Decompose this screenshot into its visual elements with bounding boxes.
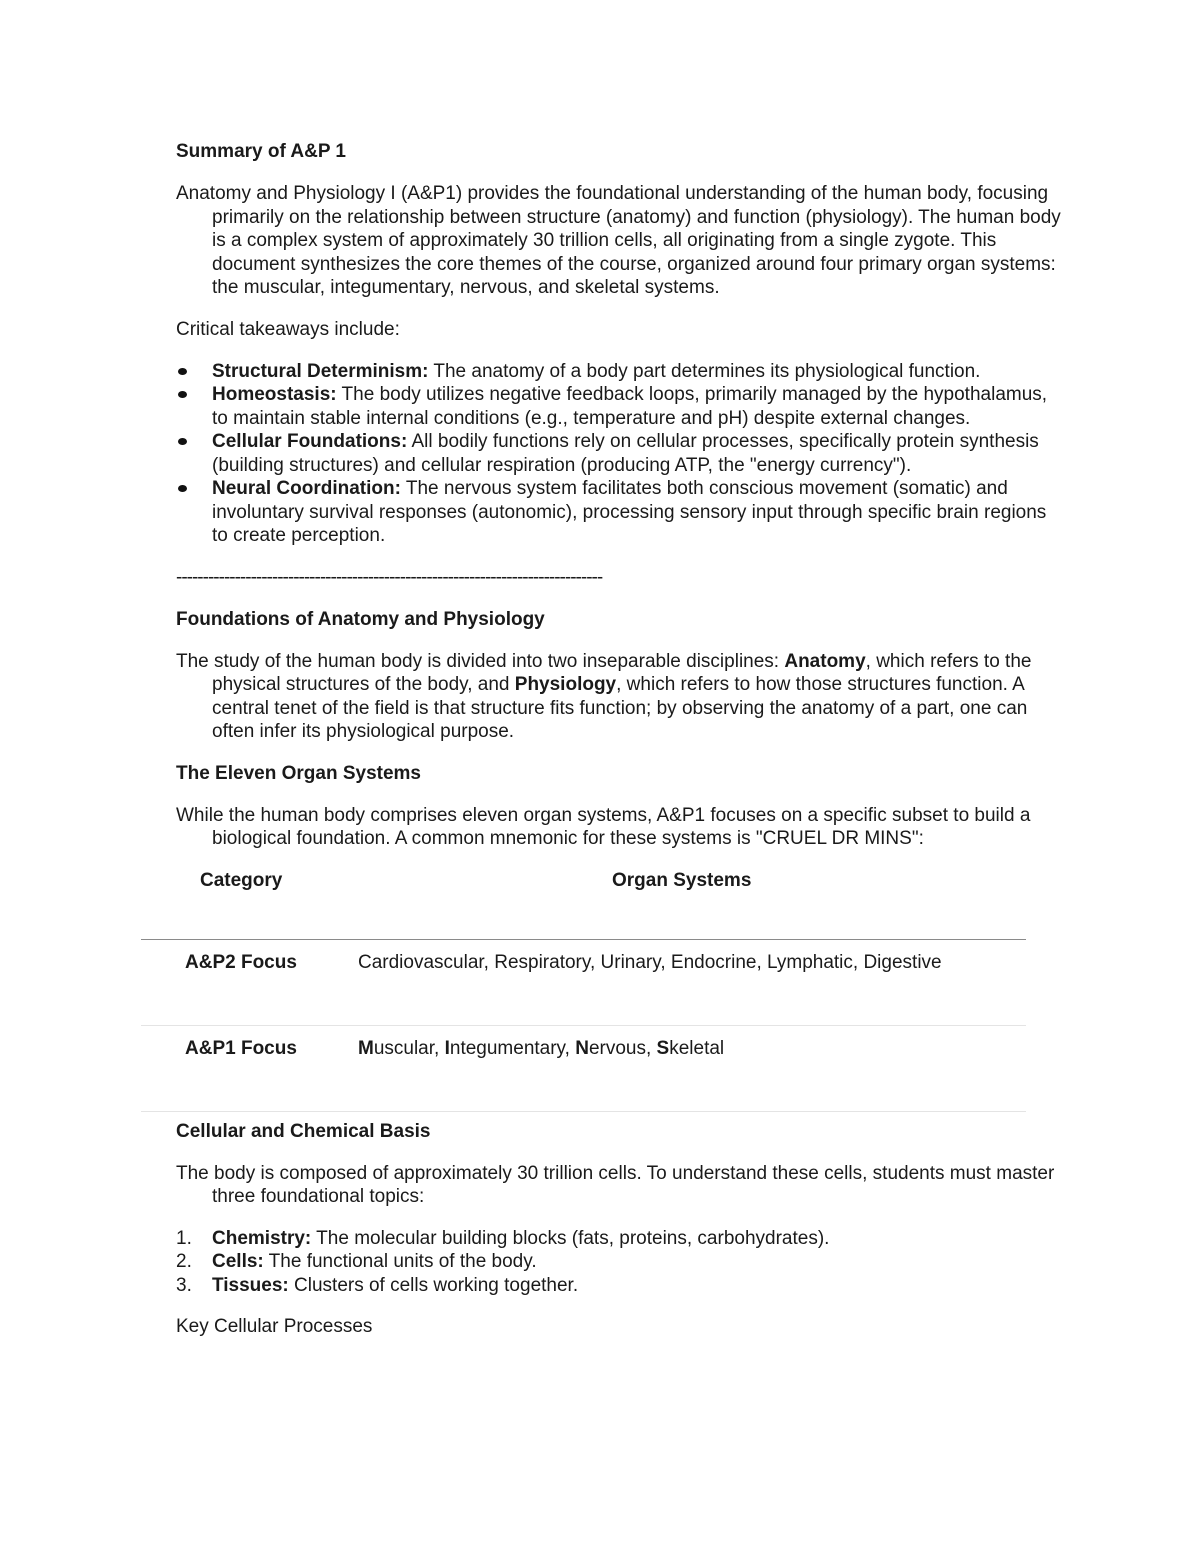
topic-label: Cells: xyxy=(212,1251,264,1272)
foundations-text-3: , which refers to how those structures function. A central tenet of the field is that structure fits function; by observing the anatomy of a part, one can often infer its physiological purpose. xyxy=(212,674,1028,742)
topics-list xyxy=(176,1227,1066,1298)
bullet-icon xyxy=(178,438,187,445)
takeaway-label: Structural Determinism: xyxy=(212,360,429,382)
table-row xyxy=(141,1026,1026,1112)
list-number: 2. xyxy=(176,1251,192,1272)
foundations-heading: Foundations of Anatomy and Physiology xyxy=(176,608,545,630)
organ-systems-intro: While the human body comprises eleven organ systems, A&P1 focuses on a specific subset to build a biological foundation. A common mnemonic for these systems is "CRUEL DR MINS": xyxy=(176,804,1031,849)
topic-label: Chemistry: xyxy=(212,1227,312,1249)
organ-systems-heading: The Eleven Organ Systems xyxy=(176,762,421,784)
table-cell-systems: Cardiovascular, Respiratory, Urinary, Endocrine, Lymphatic, Digestive xyxy=(358,951,942,973)
list-item xyxy=(176,360,1066,384)
takeaway-label: Cellular Foundations: xyxy=(212,431,408,452)
cellular-intro: The body is composed of approximately 30 trillion cells. To understand these cells, students must master three foundational topics: xyxy=(176,1162,1055,1207)
takeaway-text: All bodily functions rely on cellular processes, specifically protein synthesis (building structures) and cellular respiration (producing ATP, the "energy currency"). xyxy=(212,431,1039,476)
bullet-icon xyxy=(178,368,187,375)
list-item xyxy=(176,1274,1066,1298)
table-cell-category: A&P2 Focus xyxy=(185,951,297,973)
table-cell-category: A&P1 Focus xyxy=(185,1037,297,1059)
list-item xyxy=(176,383,1066,430)
system-name-rest: uscular, xyxy=(373,1037,445,1059)
table-row xyxy=(141,940,1026,1026)
takeaway-label: Homeostasis: xyxy=(212,384,337,405)
foundations-text-2: , which refers to the physical structures of the body, and xyxy=(212,650,1032,695)
topic-text: The molecular building blocks (fats, proteins, carbohydrates). xyxy=(311,1227,830,1249)
system-name-rest: ntegumentary, xyxy=(449,1037,576,1059)
list-item xyxy=(176,430,1066,477)
system-name-rest: ervous, xyxy=(588,1037,657,1059)
system-name-rest: keletal xyxy=(669,1037,725,1059)
foundations-paragraph xyxy=(176,650,1066,744)
takeaway-text: The nervous system facilitates both conscious movement (somatic) and involuntary survival responses (autonomic), processing sensory input through specific brain regions to create perception. xyxy=(212,478,1047,546)
list-item xyxy=(176,1227,1066,1251)
mnemonic-letter: I xyxy=(444,1037,450,1059)
mnemonic-letter: N xyxy=(575,1037,589,1059)
bullet-icon xyxy=(178,391,187,398)
takeaways-intro: Critical takeaways include: xyxy=(176,318,400,340)
bullet-icon xyxy=(178,485,187,492)
column-header-category: Category xyxy=(200,869,283,891)
mnemonic-letter: M xyxy=(358,1037,374,1059)
document-page xyxy=(176,140,1066,1357)
list-item xyxy=(176,1250,1066,1274)
column-header-organ-systems: Organ Systems xyxy=(612,869,752,891)
table-header-row xyxy=(141,869,1026,940)
topic-label: Tissues: xyxy=(212,1274,289,1296)
takeaway-label: Neural Coordination: xyxy=(212,478,401,499)
takeaway-text: The body utilizes negative feedback loops, primarily managed by the hypothalamus, to maintain stable internal conditions (e.g., temperature and pH) despite external changes. xyxy=(212,384,1048,429)
takeaways-list xyxy=(176,360,1066,548)
list-item xyxy=(176,477,1066,548)
physiology-term: Physiology xyxy=(514,674,617,695)
summary-intro-paragraph: Anatomy and Physiology I (A&P1) provides the foundational understanding of the human body, focusing primarily on the relationship between structure (anatomy) and function (physiology). The human body is a complex system of approximately 30 trillion cells, all originating from a single zygote. This document synthesizes the core themes of the course, organized around four primary organ systems: the muscular, integumentary, nervous, and skeletal systems. xyxy=(176,183,1061,298)
foundations-text-1: The study of the human body is divided into two inseparable disciplines: xyxy=(176,650,785,672)
key-cellular-processes-heading: Key Cellular Processes xyxy=(176,1316,373,1337)
topic-text: Clusters of cells working together. xyxy=(288,1274,579,1296)
anatomy-term: Anatomy xyxy=(784,650,866,672)
cellular-heading: Cellular and Chemical Basis xyxy=(176,1120,431,1142)
list-number: 3. xyxy=(176,1274,192,1296)
mnemonic-letter: S xyxy=(656,1037,670,1059)
list-number: 1. xyxy=(176,1227,192,1249)
table-cell-systems xyxy=(358,1037,1018,1061)
takeaway-text: The anatomy of a body part determines its physiological function. xyxy=(428,360,981,382)
organ-systems-table xyxy=(141,869,1026,1112)
section-divider: -------------------------------------------------------------------------------- xyxy=(176,566,603,588)
summary-heading: Summary of A&P 1 xyxy=(176,141,346,162)
topic-text: The functional units of the body. xyxy=(263,1251,537,1272)
